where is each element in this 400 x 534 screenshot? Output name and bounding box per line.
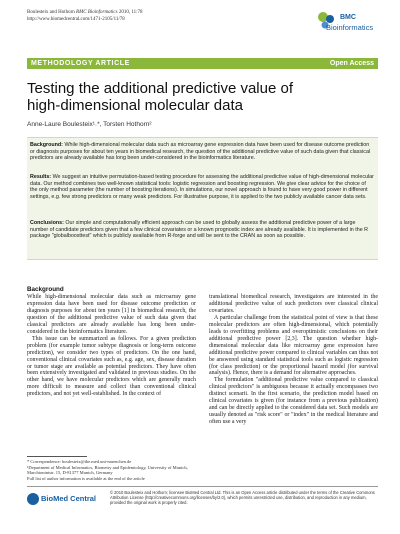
journal-logo — [316, 10, 378, 44]
article-type-banner — [27, 58, 378, 69]
journal-logo-line2: Bioinformatics — [326, 23, 374, 32]
body-paragraph: While high-dimensional molecular data such as microarray gene expression data have been used for disease outcome prediction or diagnosis purposes for about ten years [1] in biomedical research, the question of the additional predictive value of such data given that classical predictors are already available has long been under-considered in the bioinformatics literature. — [27, 294, 196, 335]
biomed-central-icon — [27, 493, 39, 505]
title-line2: high-dimensional molecular data — [27, 97, 243, 114]
affiliation-note: ¹Department of Medical Informatics, Biometry and Epidemiology, University of Munich, Marchioninistr. 15, D-81377 Munich, Germany — [27, 464, 188, 475]
running-head-authors: Boulesteix and Hothorn — [27, 10, 75, 15]
abstract-conclusions — [30, 220, 374, 240]
abstract — [27, 137, 378, 260]
body-column-right — [209, 294, 378, 426]
body-paragraph: This issue can be summarized as follows. For a given prediction problem (for example tumor subtype diagnosis or long-term outcome prediction), we consider two types of predictors. On the one hand, conventional clinical covariates such as, e.g. age, sex, disease duration or tumor stage are available as potential predictors. They have often been extensively investigated and validated in previous studies. On the other hand, we have molecular predictors which are generally much more difficult to measure and collect than conventional clinical predictors, and not yet well-established. In the context of — [27, 335, 196, 398]
abstract-conclusions-text: Our simple and computationally efficient approach can be used to globally assess the additional predictive power of a large number of candidate predictors given that a few clinical covariates or a known prognostic index are already available. It is implemented in the R package "globalboosttest" which is publicly available from R-forge and will be sent to the CRAN as soon as possible. — [30, 220, 369, 240]
body-paragraph: The formulation "additional predictive value compared to classical clinical predictors" is ambiguous because it actually encompasses two distinct scenarii. In the first scenario, the prediction model based on clinical covariates is given (for instance from a previous publication) and can be directly applied to the considered data set. Such models are usually denoted as "risk score" or "index" in the medical literature and often use a very — [209, 377, 378, 426]
body-paragraph: A particular challenge from the statistical point of view is that these molecular predictors are often high-dimensional, which potentially leads to overfitting problems and overoptimistic conclusions on their additional predictive power [2,3]. The question whether high-dimensional molecular data like microarray gene expression have additional predictive power compared to clinical variables can thus not be answered using standard statistical tools such as logistic regression (for class prediction) or the proportional hazard model (for survival analysis). Hence, there is a demand for alternative approaches. — [209, 314, 378, 377]
article-type-label: METHODOLOGY ARTICLE — [31, 60, 130, 67]
author-list: Anne-Laure Boulesteix¹˒*, Torsten Hothorn² — [27, 121, 152, 128]
footnote-divider — [27, 456, 87, 457]
abstract-results — [30, 174, 374, 200]
section-heading-background: Background — [27, 286, 64, 293]
publisher-logo-text: BioMed Central — [41, 494, 97, 503]
footer-divider — [27, 486, 378, 487]
abstract-background-text: While high-dimensional molecular data such as microarray gene expression data have been used for disease outcome prediction or diagnosis purposes for about ten years in biomedical research, the question of the additional predictive value of such data given that classical predictors are already available has long been under-considered in the bioinformatics literature. — [30, 142, 371, 162]
body-paragraph: translational biomedical research, investigators are interested in the additional predictive value of such predictors over classical clinical covariates. — [209, 294, 378, 314]
publisher-logo — [27, 490, 107, 510]
author-info-note: Full list of author information is available at the end of the article — [27, 475, 145, 481]
footnote — [27, 459, 196, 481]
article-title — [27, 80, 357, 114]
running-head-url[interactable]: http://www.biomedcentral.com/1471-2105/11/78 — [27, 17, 125, 22]
journal-logo-line1: BMC — [340, 14, 356, 21]
open-access-label: Open Access — [329, 60, 374, 67]
abstract-results-text: We suggest an intuitive permutation-based testing procedure for assessing the additional predictive value of high-dimensional molecular data. Our method combines two well-known statistical tools: logistic regression and boosting regression. We give clear advice for the choice of the only method parameter (the number of boosting iterations). In simulations, our novel approach is found to have very good power in different settings, e.g. few strong predictors or many weak predictors. For illustrative purpose, it is applied to the two publicly available cancer data sets. — [30, 174, 374, 200]
running-head — [27, 9, 267, 23]
abstract-background-label: Background: — [30, 142, 63, 148]
running-head-volume: 2010, 11:78 — [118, 10, 143, 15]
running-head-journal: BMC Bioinformatics — [76, 10, 118, 15]
body-column-left — [27, 294, 196, 398]
copyright-notice: © 2010 Boulesteix and Hothorn; licensee BioMed Central Ltd. This is an Open Access article distributed under the terms of the Creative Commons Attribution License (http://creativecommons.org/licenses/by/2.0), which permits unrestricted use, distribution, and reproduction in any medium, provided the original work is properly cited. — [110, 490, 375, 506]
abstract-results-label: Results: — [30, 174, 52, 180]
title-line1: Testing the additional predictive value of — [27, 80, 294, 97]
abstract-background — [30, 142, 374, 162]
correspondence-note[interactable]: * Correspondence: boulesteix@ibe.med.uni-muenchen.de — [27, 459, 132, 464]
abstract-conclusions-label: Conclusions: — [30, 220, 64, 226]
running-head-line1 — [27, 9, 267, 16]
